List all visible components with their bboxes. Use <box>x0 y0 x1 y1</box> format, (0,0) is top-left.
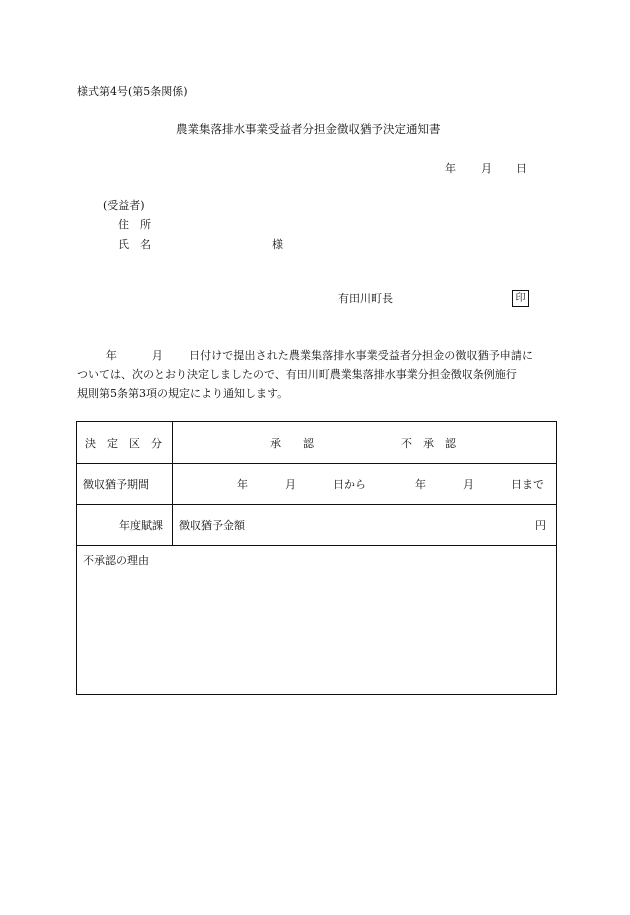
document-title: 農業集落排水事業受益者分担金徴収猶予決定通知書 <box>176 122 441 136</box>
date-month-label: 月 <box>481 162 492 175</box>
disapproval-reason-label: 不承認の理由 <box>83 554 149 567</box>
issuer-title: 有田川町長 <box>338 292 393 305</box>
deferral-amount-label: 徴収猶予金額 <box>179 519 245 532</box>
approve-option[interactable]: 承 認 <box>270 437 314 450</box>
honorific: 様 <box>272 238 283 251</box>
deferral-period-label: 徴収猶予期間 <box>83 478 149 491</box>
column-divider <box>172 422 173 545</box>
address-label: 住 所 <box>118 218 151 231</box>
decision-category-label: 決 定 区 分 <box>85 437 162 450</box>
from-month-label: 月 <box>285 478 296 491</box>
from-day-label: 日から <box>333 478 366 491</box>
fiscal-year-levy-label: 年度賦課 <box>119 519 163 532</box>
decision-table <box>76 421 557 695</box>
to-year-label: 年 <box>415 478 426 491</box>
body-line-1-text: 日付けで提出された農業集落排水事業受益者分担金の徴収猶予申請に <box>189 349 534 362</box>
recipient-label: (受益者) <box>103 199 145 212</box>
body-line-2: ついては、次のとおり決定しましたので、有田川町農業集落排水事業分担金徴収条例施行 <box>77 368 517 381</box>
name-label: 氏 名 <box>118 238 151 251</box>
yen-unit: 円 <box>535 519 546 532</box>
seal-mark: 印 <box>512 290 529 307</box>
form-number: 様式第4号(第5条関係) <box>77 85 188 98</box>
body-line-1 <box>77 350 533 361</box>
to-day-label: 日まで <box>511 478 544 491</box>
body-line-3: 規則第5条第3項の規定により通知します。 <box>77 387 289 400</box>
disapprove-option[interactable]: 不 承 認 <box>401 437 456 450</box>
row-divider <box>77 463 556 464</box>
from-year-label: 年 <box>237 478 248 491</box>
date-year-label: 年 <box>445 162 456 175</box>
row-divider <box>77 545 556 546</box>
date-day-label: 日 <box>516 162 527 175</box>
body-month: 月 <box>151 349 163 362</box>
body-year: 年 <box>105 349 117 362</box>
row-divider <box>77 504 556 505</box>
to-month-label: 月 <box>463 478 474 491</box>
